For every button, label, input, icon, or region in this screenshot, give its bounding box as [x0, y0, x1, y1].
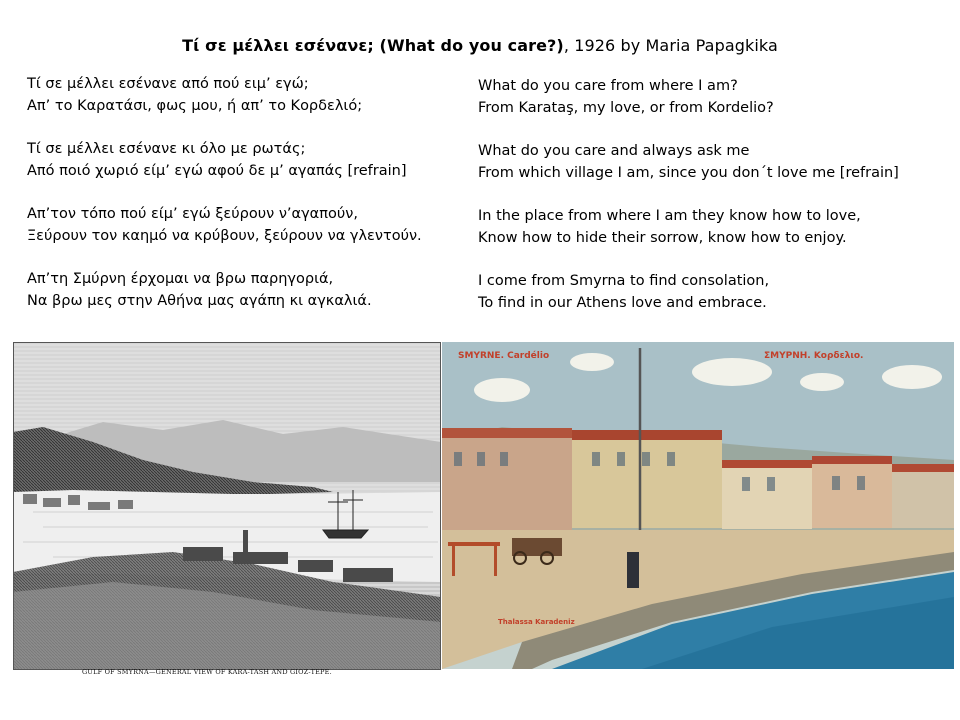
lyric-line: From which village I am, since you don´t love me [refrain] [478, 164, 899, 181]
english-lyrics [478, 76, 948, 336]
lyric-line: What do you care and always ask me [478, 143, 750, 159]
title-rest: , 1926 by Maria Papagkika [563, 36, 778, 55]
postcard-label-latin: SMYRNE. Cardélio [458, 351, 550, 361]
lyric-line: I come from Smyrna to find consolation, [478, 273, 770, 289]
engraving-caption: GULF OF SMYRNA—GENERAL VIEW OF KARA-TASH AND GIOZ-TEPE. [82, 668, 332, 676]
greek-stanza-2 [27, 139, 459, 182]
lyric-line: Τί σε μέλλει εσένανε από πού ειμ’ εγώ; [27, 76, 309, 92]
greek-stanza-4 [27, 269, 459, 312]
lyric-line: Ξεύρουν τον καημό να κρύβουν, ξεύρουν να γλεντούν. [27, 227, 422, 244]
lyric-line: To find in our Athens love and embrace. [478, 294, 767, 311]
english-stanza-3 [478, 206, 948, 249]
lyric-line: Απ’ το Καρατάσι, φως μου, ή απ’ το Κορδελιό; [27, 97, 363, 114]
english-stanza-2 [478, 141, 948, 184]
postcard-label-greek: ΣΜΥΡΝΗ. Κορδελιο. [764, 351, 864, 361]
postcard-watermark: Thalassa Karadeniz [498, 618, 575, 626]
postcard-kordelio [442, 342, 954, 669]
english-stanza-4 [478, 271, 948, 314]
lyric-line: Απ’τη Σμύρνη έρχομαι να βρω παρηγοριά, [27, 271, 334, 287]
lyric-line: From Karataş, my love, or from Kordelio? [478, 99, 774, 116]
lyric-line: Απ’τον τόπο πού είμ’ εγώ ξεύρουν ν’αγαπούν, [27, 206, 358, 222]
engraving-gulf-of-smyrna [13, 342, 441, 670]
page-title [0, 36, 960, 55]
lyric-line: In the place from where I am they know how to love, [478, 208, 861, 224]
english-stanza-1 [478, 76, 948, 119]
greek-stanza-3 [27, 204, 459, 247]
lyric-line: Know how to hide their sorrow, know how to enjoy. [478, 229, 847, 246]
lyric-line: What do you care from where I am? [478, 78, 738, 94]
greek-stanza-1 [27, 74, 459, 117]
greek-lyrics [27, 74, 459, 334]
lyric-line: Τί σε μέλλει εσένανε κι όλο με ρωτάς; [27, 141, 306, 157]
lyric-line: Από ποιό χωριό είμ’ εγώ αφού δε μ’ αγαπάς [refrain] [27, 162, 407, 179]
lyric-line: Να βρω μες στην Αθήνα μας αγάπη κι αγκαλιά. [27, 292, 372, 309]
title-greek: Τί σε μέλλει εσένανε; (What do you care?) [182, 36, 564, 55]
